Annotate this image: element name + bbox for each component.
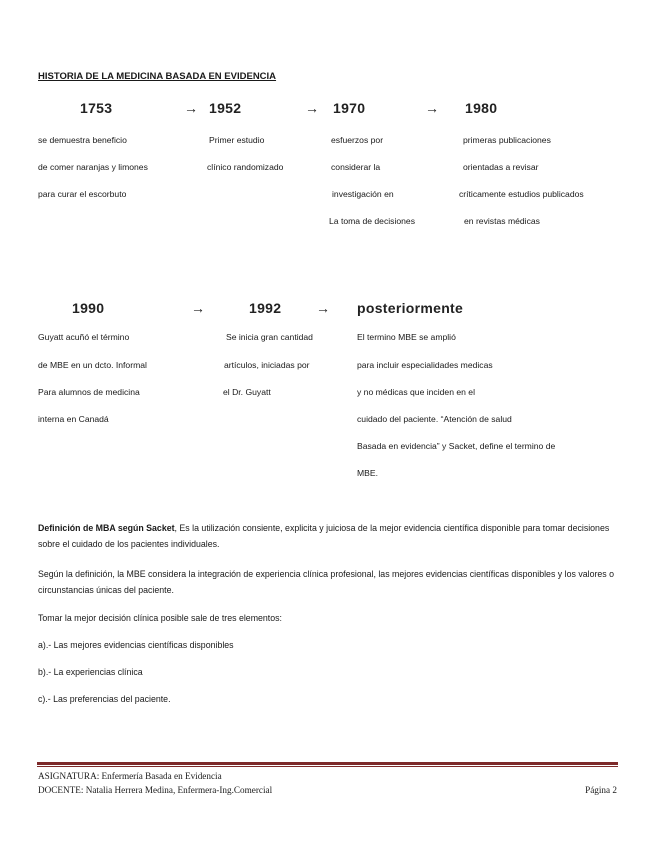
timeline-text: artículos, iniciadas por	[224, 360, 310, 370]
timeline-text: críticamente estudios publicados	[459, 189, 584, 199]
timeline-text: Guyatt acuñó el término	[38, 332, 130, 342]
paragraph: Según la definición, la MBE considera la integración de experiencia clínica profesional, las mejores evidencias científicas disponibles y los valores o circunstancias únicas del paciente.	[38, 569, 615, 595]
timeline-year: posteriormente	[357, 300, 464, 316]
timeline-text: investigación en	[332, 189, 394, 199]
arrow-icon: →	[191, 300, 205, 316]
timeline-text: y no médicas que inciden en el	[357, 387, 476, 397]
footer-subject: ASIGNATURA: Enfermería Basada en Evidencia	[38, 771, 222, 781]
timeline-year: 1753	[80, 100, 113, 116]
arrow-icon: →	[316, 300, 330, 316]
timeline-text: Para alumnos de medicina	[38, 387, 140, 397]
timeline-text: Primer estudio	[209, 135, 265, 145]
timeline-text: Se inicia gran cantidad	[226, 332, 313, 342]
timeline-text: esfuerzos por	[331, 135, 384, 145]
arrow-icon: →	[425, 100, 439, 116]
timeline-text: para curar el escorbuto	[38, 189, 127, 199]
definition-text: , Es la utilización consiente, explicita y juiciosa de la mejor evidencia científica disponible para tomar decisiones sobre el cuidado de los pacientes individuales.	[38, 523, 610, 549]
list-item: c).- Las preferencias del paciente.	[38, 694, 171, 704]
timeline-year: 1990	[72, 300, 105, 316]
timeline-text: MBE.	[357, 468, 379, 478]
timeline-year: 1970	[333, 100, 366, 116]
footer-rule	[37, 766, 618, 767]
arrow-icon: →	[184, 100, 198, 116]
timeline-text: primeras publicaciones	[463, 135, 551, 145]
timeline-text: La toma de decisiones	[329, 216, 415, 226]
timeline-text: orientadas a revisar	[463, 162, 539, 172]
arrow-icon: →	[305, 100, 319, 116]
footer-teacher: DOCENTE: Natalia Herrera Medina, Enfermera-Ing.Comercial	[38, 785, 273, 795]
timeline-year: 1992	[249, 300, 282, 316]
timeline-year: 1952	[209, 100, 242, 116]
paragraph: Tomar la mejor decisión clínica posible sale de tres elementos:	[38, 613, 282, 623]
list-item: b).- La experiencias clínica	[38, 667, 143, 677]
timeline-text: de MBE en un dcto. Informal	[38, 360, 147, 370]
timeline-text: considerar la	[331, 162, 381, 172]
definition-lead: Definición de MBA según Sacket	[38, 523, 175, 533]
definition-paragraph	[38, 520, 623, 552]
timeline-text: el Dr. Guyatt	[223, 387, 271, 397]
timeline-year: 1980	[465, 100, 498, 116]
timeline-text: clínico randomizado	[207, 162, 284, 172]
timeline-text: se demuestra beneficio	[38, 135, 127, 145]
timeline-text: Basada en evidencia” y Sacket, define el termino de	[357, 441, 556, 451]
timeline-text: cuidado del paciente. “Atención de salud	[357, 414, 512, 424]
list-item: a).- Las mejores evidencias científicas disponibles	[38, 640, 234, 650]
timeline-text: interna en Canadá	[38, 414, 109, 424]
footer-rule	[37, 762, 618, 765]
document-title: HISTORIA DE LA MEDICINA BASADA EN EVIDENCIA	[38, 71, 277, 82]
timeline-text: para incluir especialidades medicas	[357, 360, 493, 370]
timeline-text: de comer naranjas y limones	[38, 162, 148, 172]
page-number: Página 2	[585, 785, 617, 795]
timeline-text: El termino MBE se amplió	[357, 332, 456, 342]
timeline-text: en revistas médicas	[464, 216, 540, 226]
